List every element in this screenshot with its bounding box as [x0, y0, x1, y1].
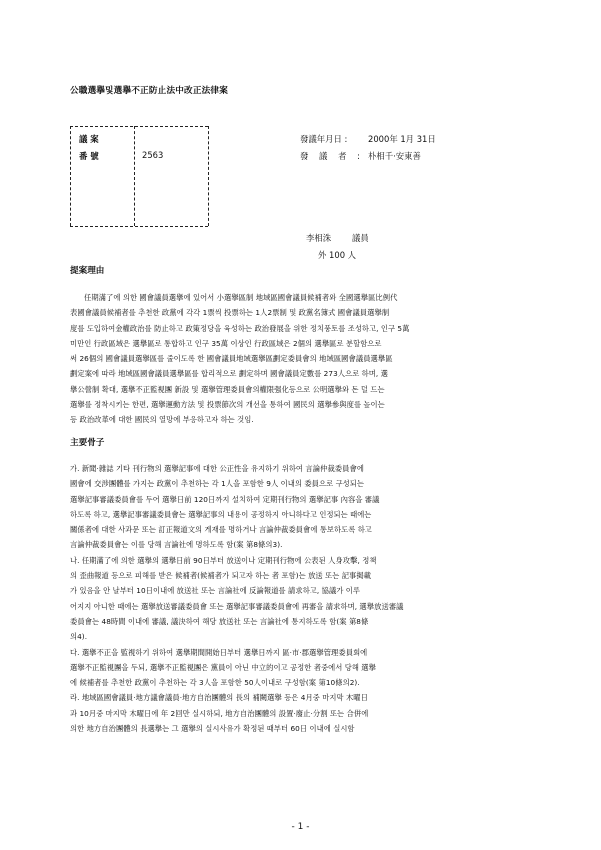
signature-count: 外 100 人 — [318, 250, 357, 260]
text-line: 하도록 하고, 選擧記事審議委員會는 選擧記事의 내용이 공정하지 아니하다고 인정되는 때에는 — [70, 509, 372, 519]
text-line: 選擧不正監視團을 두되, 選擧不正監視團은 黨員이 아닌 中立的이고 공정한 者중에서 당해 選擧 — [70, 662, 377, 672]
date-label: 發議年月日 : — [300, 134, 348, 144]
text-line: 미만인 行政區域은 選擧區로 통합하고 인구 35萬 이상인 行政區域은 2個의 選擧區로 분할함으로 — [70, 338, 382, 348]
bill-number-value: 2563 — [142, 150, 164, 160]
text-line: 의4). — [70, 632, 88, 642]
text-line: 委員會는 48時間 이내에 審議, 議決하여 해당 放送社 또는 言論社에 통지하도록 함(案 第8條 — [70, 616, 369, 626]
page-number: - 1 - — [291, 822, 310, 832]
agenda-label: 議 案 — [79, 134, 99, 144]
signature-name: 李相洙 — [306, 233, 332, 243]
text-line: 度를 도입하여金權政治를 防止하고 政策정당을 육성하는 政治發展을 위한 정치풍토를 조성하고, 인구 5萬 — [70, 323, 410, 333]
text-line: 에 候補者를 추천한 政黨이 추천하는 각 3人을 포함한 50人이내로 구성함(案 第10條의2). — [70, 678, 360, 688]
text-line: 나. 任期滿了에 의한 選擧의 選擧日前 90日부터 放送이나 定期刊行物에 公表된 人身攻擊, 정책 — [70, 555, 377, 565]
date-value: 2000年 1月 31日 — [368, 134, 436, 144]
text-line: 表國會議員候補者를 추천한 政黨에 각각 1票씩 投票하는 1人2票制 및 政黨名簿式 國會議員選擧制 — [70, 308, 390, 318]
text-line: 다. 選擧不正을 監視하기 위하여 選擧期間開始日부터 選擧日까지 區·市·郡選擧管理委員회에 — [70, 647, 368, 657]
text-line: 과 10月중 마지막 木曜日에 年 2回만 실시하되, 地方自治團體의 設置·廢止·分割 또는 合倂에 — [70, 708, 369, 718]
text-line: 關係者에 대한 사과문 또는 訂正報道文의 게재를 명하거나 言論仲裁委員會에 통보하도록 하고 — [70, 525, 372, 535]
text-line: 등 政治改革에 대한 國民의 열망에 부응하고자 하는 것임. — [70, 415, 254, 425]
text-line: 擧公營制 확대, 選擧不正監視團 新設 및 選擧管理委員會의權限强化등으로 公明選擧와 돈 덜 드는 — [70, 384, 385, 394]
signature-role: 議員 — [352, 233, 369, 243]
text-line: 가 있음을 안 날부터 10日이내에 放送社 또는 言論社에 反論報道를 請求하고, 協議가 이루 — [70, 586, 360, 596]
main-points-body — [70, 461, 532, 736]
proposer-value: 朴相千·安東善 — [368, 151, 421, 161]
bill-number-label: 番 號 — [79, 151, 99, 161]
text-line: 의한 地方自治團體의 長選擧는 그 選擧의 실시사유가 확정된 때부터 60日 이내에 실시함 — [70, 724, 355, 734]
text-line: 言論仲裁委員會는 이를 당해 言論社에 명하도록 함(案 第8條의3). — [70, 540, 283, 550]
proposer-label: 發 議 者 : — [300, 151, 364, 161]
main-points-heading: 主要骨子 — [70, 438, 105, 448]
text-line: 어지지 아니한 때에는 選擧放送審議委員會 또는 選擧記事審議委員會에 再審을 請求하며, 選擧放送審議 — [70, 601, 404, 611]
text-line: 가. 新聞·雜誌 기타 刊行物의 選擧記事에 대한 公正性을 유지하기 위하여 言論仲裁委員會에 — [70, 464, 364, 473]
reason-heading: 提案理由 — [70, 266, 105, 276]
text-line: 의 歪曲報道 등으로 피해를 받은 候補者(候補者가 되고자 하는 者 포함)는 放送 또는 記事掲載 — [70, 571, 372, 581]
text-line: 써 26個의 國會議員選擧區를 줄이도록 한 國會議員地域選擧區劃定委員會의 地域區國會議員選擧區 — [70, 354, 393, 364]
text-line: 國會에 交涉團體를 가지는 政黨이 추천하는 각 1人을 포함한 9人 이내의 委員으로 구성되는 — [70, 479, 364, 489]
reason-body — [70, 290, 532, 428]
text-line: 選擧記事審議委員會를 두어 選擧日前 120日까지 설치하여 定期刊行物의 選擧記事 內容을 審議 — [70, 494, 380, 504]
text-line: 라. 地域區國會議員·地方議會議員·地方自治團體의 長의 補闕選擧 등은 4月중 마지막 木曜日 — [70, 693, 368, 703]
document-title: 公職選擧및選擧不正防止法中改正法律案 — [70, 86, 228, 96]
text-line: 劃定案에 따라 地域區國會議員選擧區를 합리적으로 劃定하며 國會議員定數를 273人으로 하며, 選 — [70, 369, 388, 379]
text-line: 選擧를 정착시키는 한편, 選擧運動方法 및 投票節次의 개선을 통하여 國民의 選擧參與度를 높이는 — [70, 400, 385, 410]
text-line: 任期滿了에 의한 國會議員選擧에 있어서 小選擧區制 地域區國會議員候補者와 全國選擧區比例代 — [84, 293, 398, 302]
